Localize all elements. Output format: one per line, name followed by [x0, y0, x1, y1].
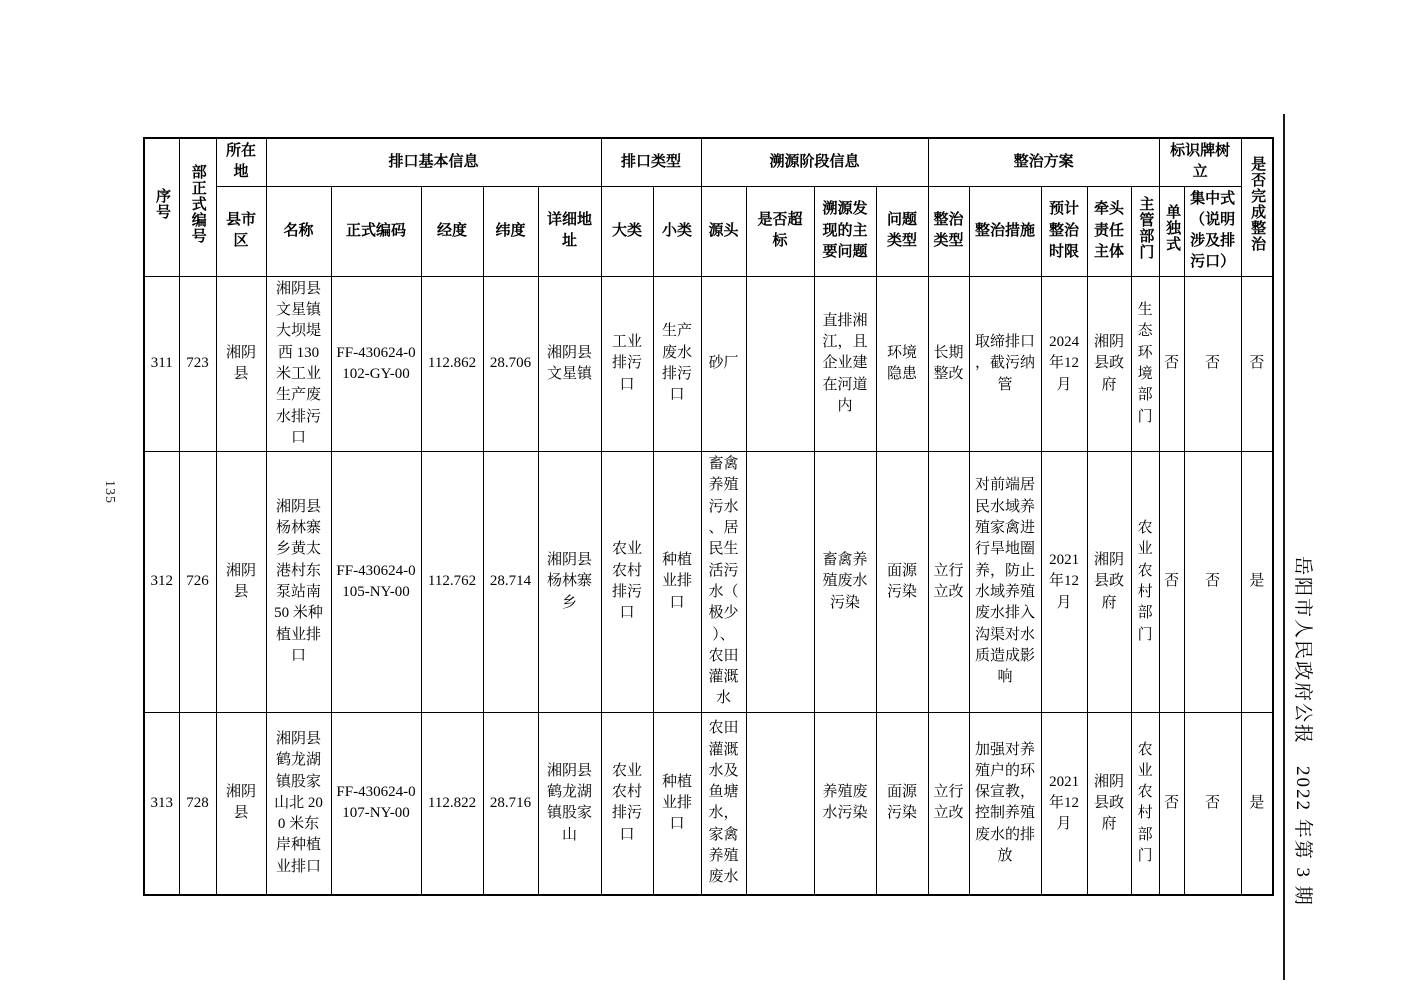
table-row: [144, 276, 1273, 451]
cell-longitude: 112.822: [421, 712, 483, 895]
cell-address: 湘阴县鹤龙湖镇股家山: [538, 712, 601, 895]
page-number: 135: [102, 480, 117, 504]
header-seq: [144, 138, 179, 276]
cell-ministry-no: 726: [179, 452, 216, 713]
header-single: [1159, 186, 1184, 276]
cell-source: 农田灌溉水及鱼塘水，家禽养殖废水: [701, 712, 746, 895]
cell-minor-class: 种植业排口: [653, 712, 701, 895]
cell-deadline: 2024年12月: [1041, 276, 1087, 451]
cell-problem-type: 环境隐患: [876, 276, 928, 451]
cell-central: 否: [1184, 452, 1241, 713]
cell-county: 湘阴县: [216, 276, 266, 451]
gazette-side-caption: 岳阳市人民政府公报 2022 年第 3 期: [1292, 556, 1313, 907]
cell-minor-class: 种植业排口: [653, 452, 701, 713]
cell-dept: 生态环境部门: [1131, 276, 1159, 451]
cell-dept: 农业农村部门: [1131, 452, 1159, 713]
header-address: 详细地址: [538, 186, 601, 276]
header-completed: [1241, 138, 1273, 276]
cell-dept: 农业农村部门: [1131, 712, 1159, 895]
cell-rect-type: 长期整改: [928, 276, 969, 451]
cell-main-problem: 养殖废水污染: [814, 712, 876, 895]
header-name: 名称: [266, 186, 331, 276]
outfall-remediation-table: [143, 137, 1274, 896]
cell-main-problem: 畜禽养殖废水污染: [814, 452, 876, 713]
cell-lead-body: 湘阴县政府: [1087, 452, 1131, 713]
cell-problem-type: 面源污染: [876, 712, 928, 895]
cell-code: FF-430624-0107-NY-00: [331, 712, 421, 895]
header-dept: [1131, 186, 1159, 276]
cell-rect-measures: 加强对养殖户的环保宣教，控制养殖废水的排放: [969, 712, 1041, 895]
header-completed-label: 是否完成整治: [1249, 155, 1266, 252]
header-source: 源头: [701, 186, 746, 276]
header-group-outlet-type: 排口类型: [601, 138, 701, 186]
cell-longitude: 112.762: [421, 452, 483, 713]
header-county: 县市区: [216, 186, 266, 276]
cell-major-class: 农业农村排污口: [601, 712, 653, 895]
cell-source: 砂厂: [701, 276, 746, 451]
cell-single: 否: [1159, 452, 1184, 713]
header-group-basic-info: 排口基本信息: [266, 138, 601, 186]
header-code: 正式编码: [331, 186, 421, 276]
header-longitude: 经度: [421, 186, 483, 276]
cell-county: 湘阴县: [216, 452, 266, 713]
header-dept-label: 主管部门: [1137, 195, 1154, 260]
cell-longitude: 112.862: [421, 276, 483, 451]
header-minor-class: 小类: [653, 186, 701, 276]
cell-ministry-no: 723: [179, 276, 216, 451]
cell-deadline: 2021年12月: [1041, 452, 1087, 713]
cell-lead-body: 湘阴县政府: [1087, 712, 1131, 895]
cell-major-class: 工业排污口: [601, 276, 653, 451]
cell-address: 湘阴县杨林寨乡: [538, 452, 601, 713]
header-single-label: 单独式: [1164, 203, 1181, 252]
cell-ministry-no: 728: [179, 712, 216, 895]
cell-completed: 是: [1241, 712, 1273, 895]
cell-seq: 311: [144, 276, 179, 451]
cell-completed: 否: [1241, 276, 1273, 451]
cell-latitude: 28.714: [483, 452, 538, 713]
header-seq-label: 序号: [154, 187, 170, 220]
cell-central: 否: [1184, 276, 1241, 451]
cell-rect-type: 立行立改: [928, 452, 969, 713]
cell-exceed: [746, 712, 814, 895]
cell-latitude: 28.706: [483, 276, 538, 451]
header-main-problem: 溯源发现的主要问题: [814, 186, 876, 276]
cell-rect-type: 立行立改: [928, 712, 969, 895]
cell-rect-measures: 对前端居民水域养殖家禽进行旱地圈养，防止水域养殖废水排入沟渠对水质造成影响: [969, 452, 1041, 713]
header-group-sign: 标识牌树立: [1159, 138, 1241, 186]
header-rect-measures: 整治措施: [969, 186, 1041, 276]
header-latitude: 纬度: [483, 186, 538, 276]
cell-seq: 313: [144, 712, 179, 895]
cell-rect-measures: 取缔排口，截污纳管: [969, 276, 1041, 451]
cell-major-class: 农业农村排污口: [601, 452, 653, 713]
cell-minor-class: 生产废水排污口: [653, 276, 701, 451]
header-ministry-no-label: 部正式编号: [189, 163, 206, 244]
header-central: 集中式（说明涉及排污口）: [1184, 186, 1241, 276]
cell-single: 否: [1159, 712, 1184, 895]
header-exceed: 是否超标: [746, 186, 814, 276]
header-major-class: 大类: [601, 186, 653, 276]
header-ministry-no: [179, 138, 216, 276]
cell-source: 畜禽养殖污水、居民生活污水（极少）、农田灌溉水: [701, 452, 746, 713]
cell-code: FF-430624-0105-NY-00: [331, 452, 421, 713]
table-row: [144, 452, 1273, 713]
header-deadline: 预计整治时限: [1041, 186, 1087, 276]
cell-completed: 是: [1241, 452, 1273, 713]
cell-single: 否: [1159, 276, 1184, 451]
cell-exceed: [746, 452, 814, 713]
header-group-tracing-info: 溯源阶段信息: [701, 138, 928, 186]
cell-name: 湘阴县文星镇大坝堤西 130 米工业生产废水排污口: [266, 276, 331, 451]
cell-central: 否: [1184, 712, 1241, 895]
cell-lead-body: 湘阴县政府: [1087, 276, 1131, 451]
cell-name: 湘阴县杨林寨乡黄太港村东泵站南 50 米种植业排口: [266, 452, 331, 713]
header-rect-type: 整治类型: [928, 186, 969, 276]
header-lead-body: 牵头责任主体: [1087, 186, 1131, 276]
cell-address: 湘阴县文星镇: [538, 276, 601, 451]
cell-code: FF-430624-0102-GY-00: [331, 276, 421, 451]
cell-problem-type: 面源污染: [876, 452, 928, 713]
cell-name: 湘阴县鹤龙湖镇股家山北 200 米东岸种植业排口: [266, 712, 331, 895]
cell-exceed: [746, 276, 814, 451]
table-row: [144, 712, 1273, 895]
cell-county: 湘阴县: [216, 712, 266, 895]
header-location: 所在地: [216, 138, 266, 186]
spine-divider-line: [1283, 114, 1285, 980]
cell-latitude: 28.716: [483, 712, 538, 895]
cell-deadline: 2021年12月: [1041, 712, 1087, 895]
header-problem-type: 问题类型: [876, 186, 928, 276]
header-group-plan: 整治方案: [928, 138, 1159, 186]
cell-main-problem: 直排湘江，且企业建在河道内: [814, 276, 876, 451]
cell-seq: 312: [144, 452, 179, 713]
